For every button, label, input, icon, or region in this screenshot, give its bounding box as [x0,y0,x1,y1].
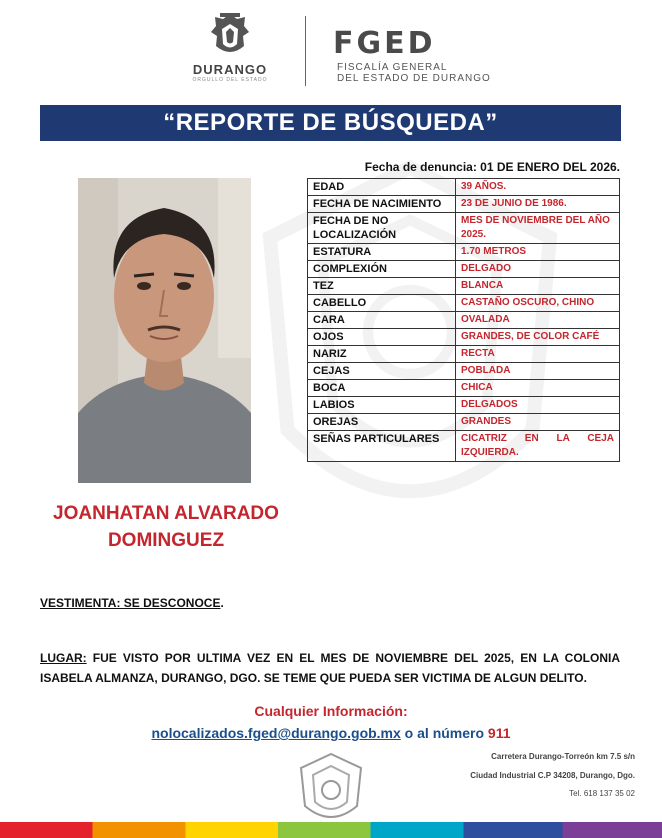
detail-label: FECHA DE NACIMIENTO [308,196,456,213]
detail-label: BOCA [308,380,456,397]
detail-label: ESTATURA [308,244,456,261]
clothing-end: . [220,596,224,610]
details-row [308,380,620,397]
missing-person-photo [78,178,251,483]
details-row [308,431,620,462]
details-row [308,295,620,312]
person-name-line1: JOANHATAN ALVARADO [53,503,279,524]
person-name [35,500,297,554]
detail-label: OREJAS [308,414,456,431]
footer-seal-icon [295,752,367,828]
fged-name-line1: FISCALÍA GENERAL [337,62,448,73]
detail-label: SEÑAS PARTICULARES [308,431,456,462]
detail-value: CICATRIZ EN LA CEJA IZQUIERDA. [456,431,620,462]
durango-tagline: ORGULLO DEL ESTADO [192,77,268,83]
detail-value: BLANCA [456,278,620,295]
location-label: LUGAR: [40,651,87,665]
detail-label: CEJAS [308,363,456,380]
details-row [308,414,620,431]
detail-value: CHICA [456,380,620,397]
report-banner: “REPORTE DE BÚSQUEDA” [40,105,621,141]
durango-logo-text: DURANGO [192,62,268,77]
detail-value: DELGADO [456,261,620,278]
detail-value: 23 DE JUNIO DE 1986. [456,196,620,213]
details-row [308,244,620,261]
address-line1: Carretera Durango-Torreón km 7.5 s/n [491,752,635,761]
location-text: FUE VISTO POR ULTIMA VEZ EN EL MES DE NOVIEMBRE DEL 2025, EN LA COLONIA ISABELA ALMANZA, DURANGO, DGO. SE TEME QUE PUEDA SER VICTIMA DE ALGUN DELITO. [40,651,620,685]
detail-value: POBLADA [456,363,620,380]
detail-label: CABELLO [308,295,456,312]
details-row [308,196,620,213]
details-row [308,346,620,363]
details-row [308,312,620,329]
detail-value: RECTA [456,346,620,363]
details-row [308,363,620,380]
durango-logo [165,12,295,88]
fged-name-line2: DEL ESTADO DE DURANGO [337,73,491,84]
detail-value: MES DE NOVIEMBRE DEL AÑO 2025. [456,213,620,244]
contact-phone-number: 911 [487,725,511,741]
details-row [308,329,620,346]
detail-value: 1.70 METROS [456,244,620,261]
footer-color-bar [0,822,662,838]
detail-label: TEZ [308,278,456,295]
detail-label: COMPLEXIÓN [308,261,456,278]
detail-label: EDAD [308,179,456,196]
details-row [308,278,620,295]
detail-label: NARIZ [308,346,456,363]
details-row [308,179,620,196]
details-row [308,213,620,244]
detail-label: LABIOS [308,397,456,414]
detail-value: 39 AÑOS. [456,179,620,196]
detail-value: OVALADA [456,312,620,329]
durango-crest-icon [207,12,253,60]
contact-line [0,725,662,741]
details-row [308,397,620,414]
contact-connector: o al número [400,725,488,741]
detail-label: FECHA DE NO LOCALIZACIÓN [308,213,456,244]
address-line2: Ciudad Industrial C.P 34208, Durango, Dgo. [470,771,635,780]
clothing-label: VESTIMENTA: SE DESCONOCE [40,596,221,610]
detail-label: CARA [308,312,456,329]
location-info [40,648,620,688]
header-divider [305,16,306,86]
contact-email-link[interactable]: nolocalizados.fged@durango.gob.mx [151,725,401,741]
detail-value: DELGADOS [456,397,620,414]
address-phone: Tel. 618 137 35 02 [569,789,635,798]
details-row [308,261,620,278]
contact-heading: Cualquier Información: [254,703,408,719]
clothing-info [40,596,224,610]
detail-value: GRANDES [456,414,620,431]
details-table [307,178,620,462]
person-name-line2: DOMINGUEZ [107,530,225,551]
detail-label: OJOS [308,329,456,346]
fged-acronym: FGED [333,26,436,61]
detail-value: GRANDES, DE COLOR CAFÉ [456,329,620,346]
report-date: Fecha de denuncia: 01 DE ENERO DEL 2026. [364,160,620,174]
detail-value: CASTAÑO OSCURO, CHINO [456,295,620,312]
